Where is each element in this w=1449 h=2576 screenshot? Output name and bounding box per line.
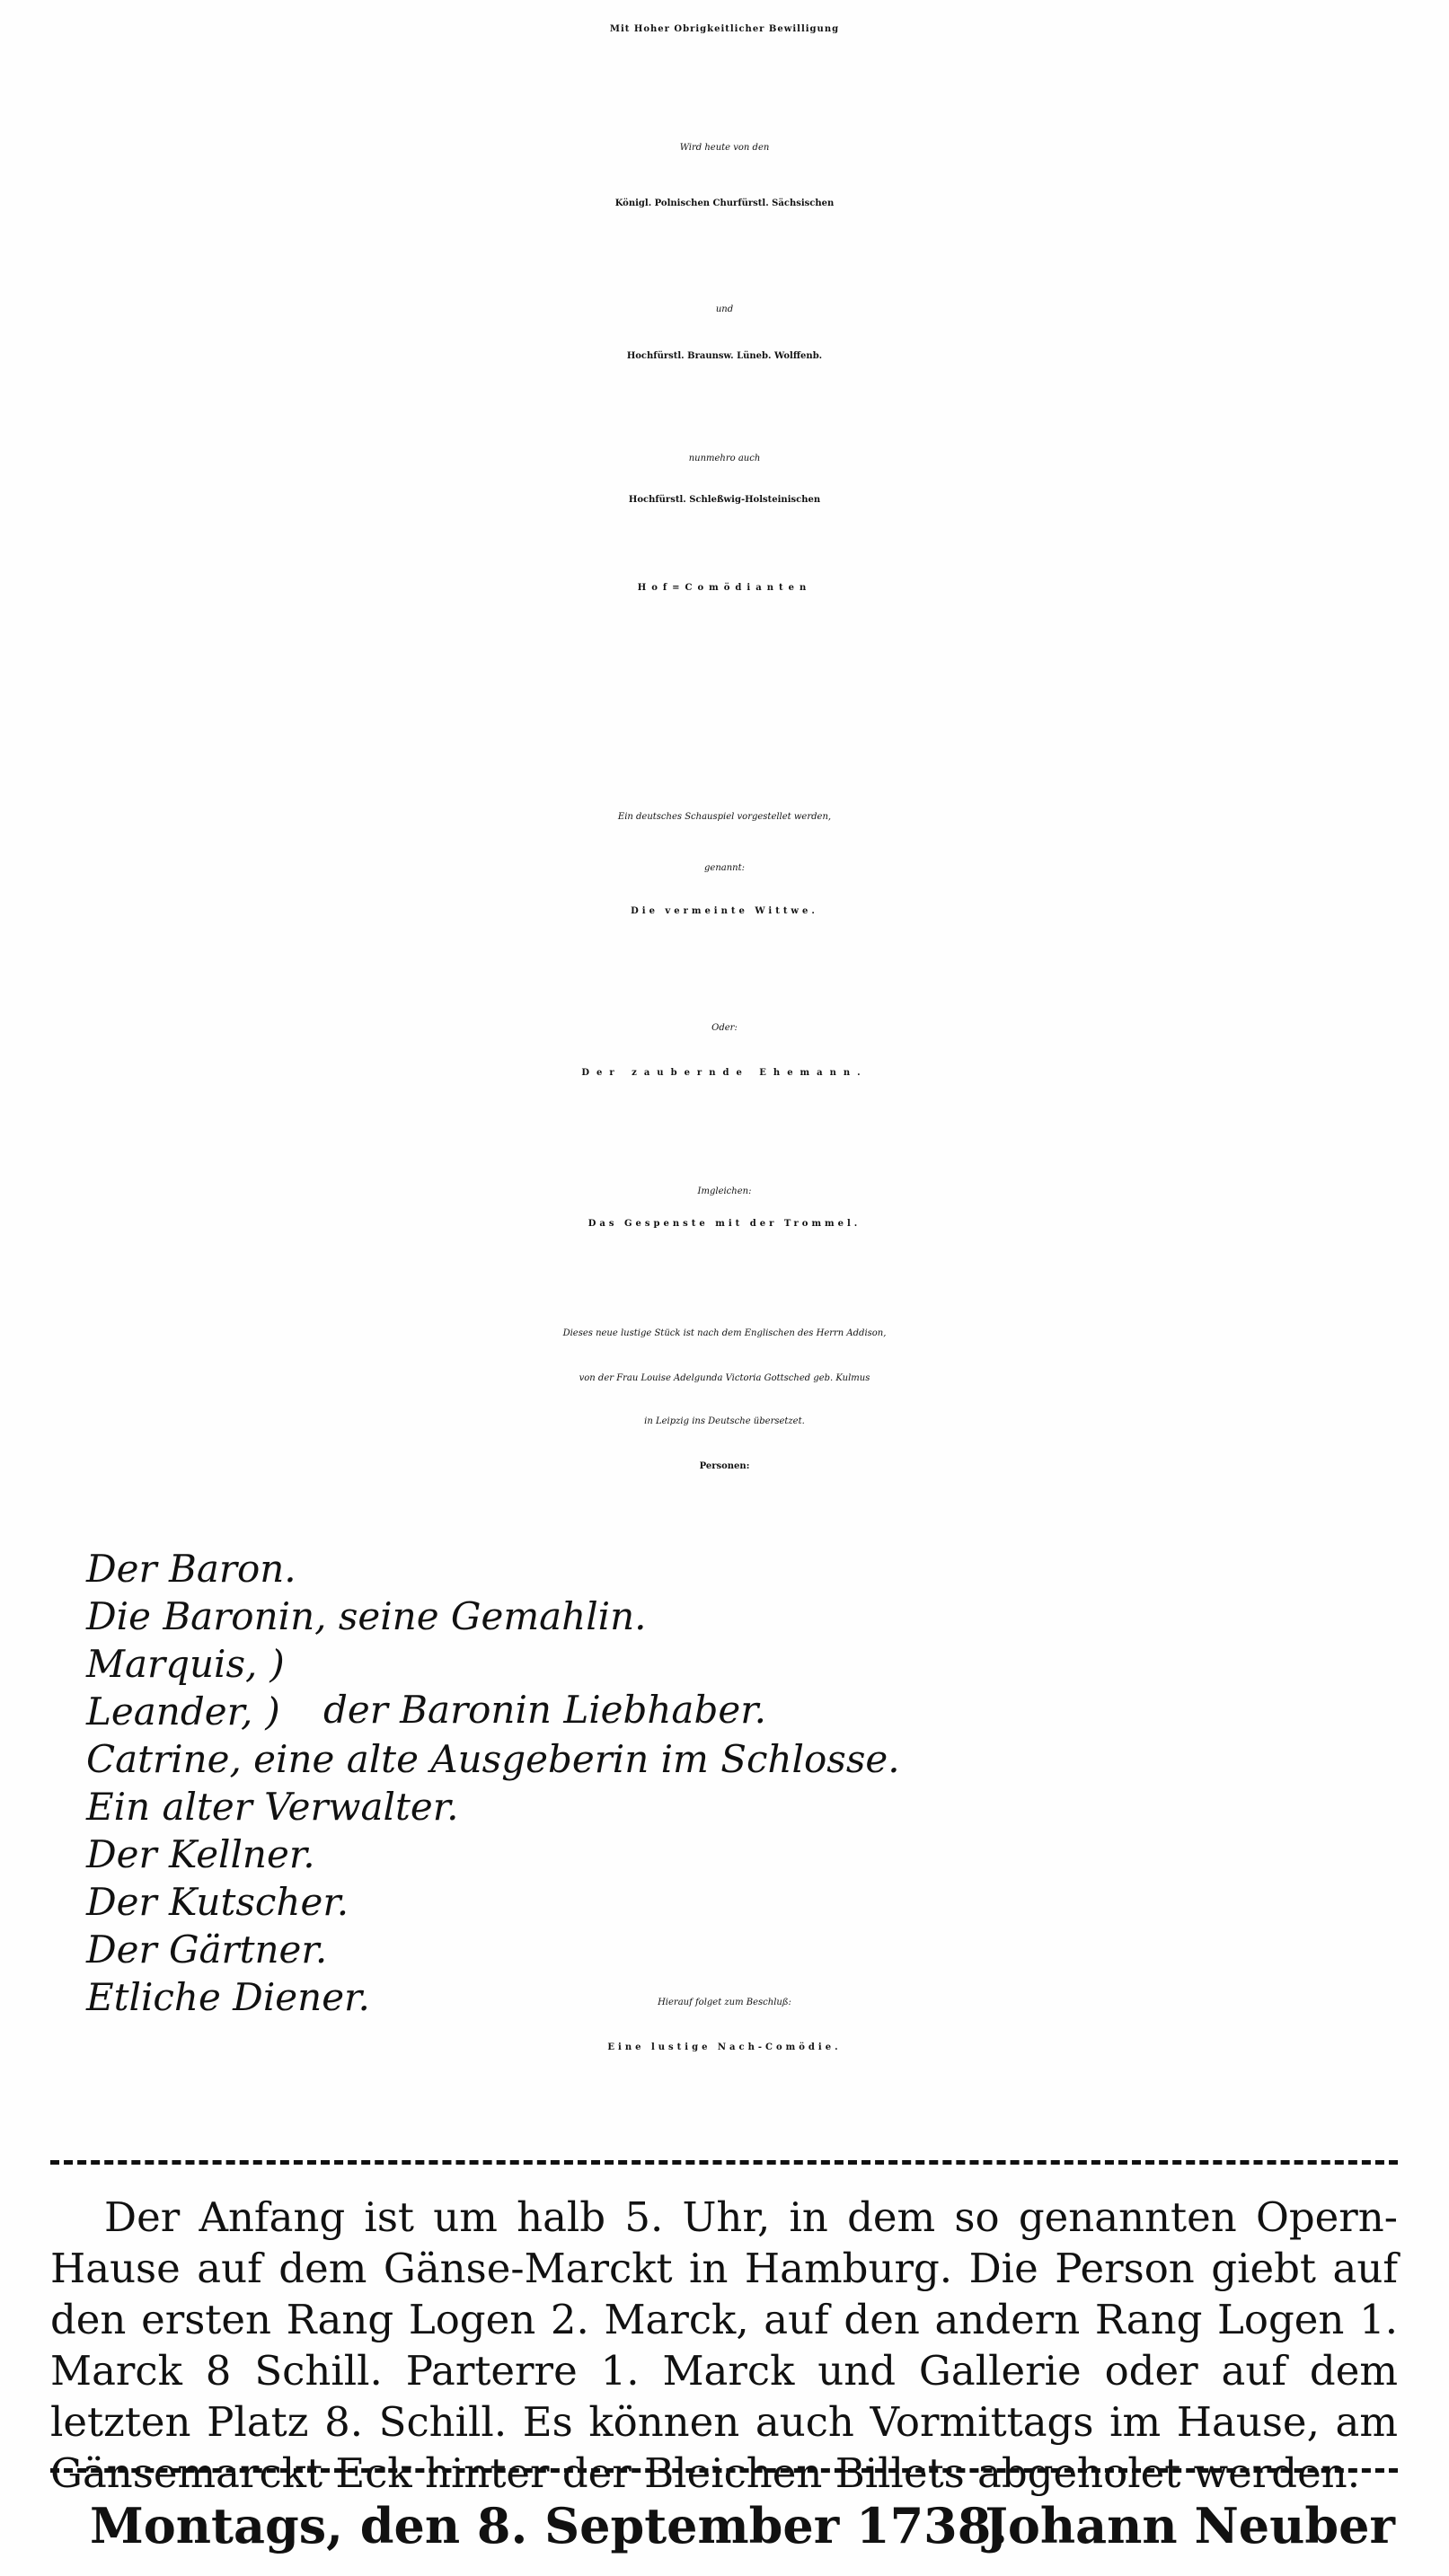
- cast-item-label: Leander,: [86, 1689, 253, 1734]
- cast-list: [86, 1545, 1164, 2021]
- imgleichen-label: Imgleichen:: [697, 1187, 752, 1196]
- cast-item: Etliche Diener.: [86, 1975, 370, 2019]
- heading-connector-und: und: [715, 304, 734, 314]
- play-title-third: Das Gespenste mit der Trommel.: [588, 1219, 861, 1229]
- cast-item-label: Marquis,: [86, 1642, 258, 1686]
- bracket-mark: ): [265, 1689, 280, 1734]
- divider-bottom: [50, 2468, 1398, 2473]
- translation-note-line2: von der Frau Louise Adelgunda Victoria Gottsched geb. Kulmus: [579, 1373, 870, 1383]
- afterpiece-intro: Hierauf folget zum Beschluß:: [658, 1998, 791, 2007]
- cast-item: Catrine, eine alte Ausgeberin im Schlosse.: [86, 1737, 900, 1781]
- cast-item: Der Kutscher.: [86, 1880, 349, 1924]
- divider-top: [50, 2160, 1398, 2165]
- oder-label: Oder:: [711, 1023, 738, 1033]
- permission-heading: Mit Hoher Obrigkeitlicher Bewilligung: [609, 24, 840, 34]
- company-name: Hof=Comödianten: [637, 583, 812, 593]
- signature: Johann Neuber: [985, 2497, 1395, 2554]
- heading-connector-nunmehro: nunmehro auch: [688, 454, 761, 463]
- cast-item: Die Baronin, seine Gemahlin.: [86, 1594, 647, 1638]
- intro-genannt: genannt:: [704, 863, 745, 873]
- play-title-second: Der zaubernde Ehemann.: [581, 1068, 868, 1078]
- translation-note-line3: in Leipzig ins Deutsche übersetzet.: [644, 1416, 805, 1426]
- personen-heading: Personen:: [699, 1461, 750, 1471]
- cast-item: Ein alter Verwalter.: [86, 1785, 459, 1829]
- bracket-note: der Baronin Liebhaber.: [323, 1688, 767, 1732]
- cast-item: Der Kellner.: [86, 1832, 315, 1876]
- cast-item: Der Baron.: [86, 1547, 296, 1591]
- holstein-title-line: Hochfürstl. Schleßwig-Holsteinischen: [628, 495, 821, 505]
- heading-connector-wird: Wird heute von den: [679, 143, 770, 153]
- play-title-main: Die vermeinte Wittwe.: [631, 906, 818, 916]
- ducal-title-line: Hochfürstl. Braunsw. Lüneb. Wolffenb.: [626, 351, 823, 361]
- afterpiece-title: Eine lustige Nach-Comödie.: [607, 2042, 842, 2052]
- translation-note-line1: Dieses neue lustige Stück ist nach dem Englischen des Herrn Addison,: [562, 1328, 887, 1338]
- cast-item: [86, 1640, 1164, 1688]
- royal-title-line: Königl. Polnischen Churfürstl. Sächsischen: [614, 198, 835, 208]
- cast-item: Der Gärtner.: [86, 1928, 328, 1972]
- notice-paragraph: Der Anfang ist um halb 5. Uhr, in dem so genannten Opern-Hause auf dem Gänse-Marckt in Hamburg. Die Person giebt auf den ersten Rang Logen 2. Marck, auf den andern Rang Logen 1. Marck 8 Schill. Parterre 1. Marck und Gallerie oder auf dem letzten Platz 8. Schill. Es können auch Vormittags im Hause, am Gänsemarckt Eck hinter der Bleichen Billets abgeholet werden.: [50, 2193, 1398, 2497]
- bracket-mark: ): [269, 1642, 285, 1686]
- intro-line: Ein deutsches Schauspiel vorgestellet werden,: [617, 812, 832, 822]
- performance-date: Montags, den 8. September 1738.: [90, 2497, 1009, 2554]
